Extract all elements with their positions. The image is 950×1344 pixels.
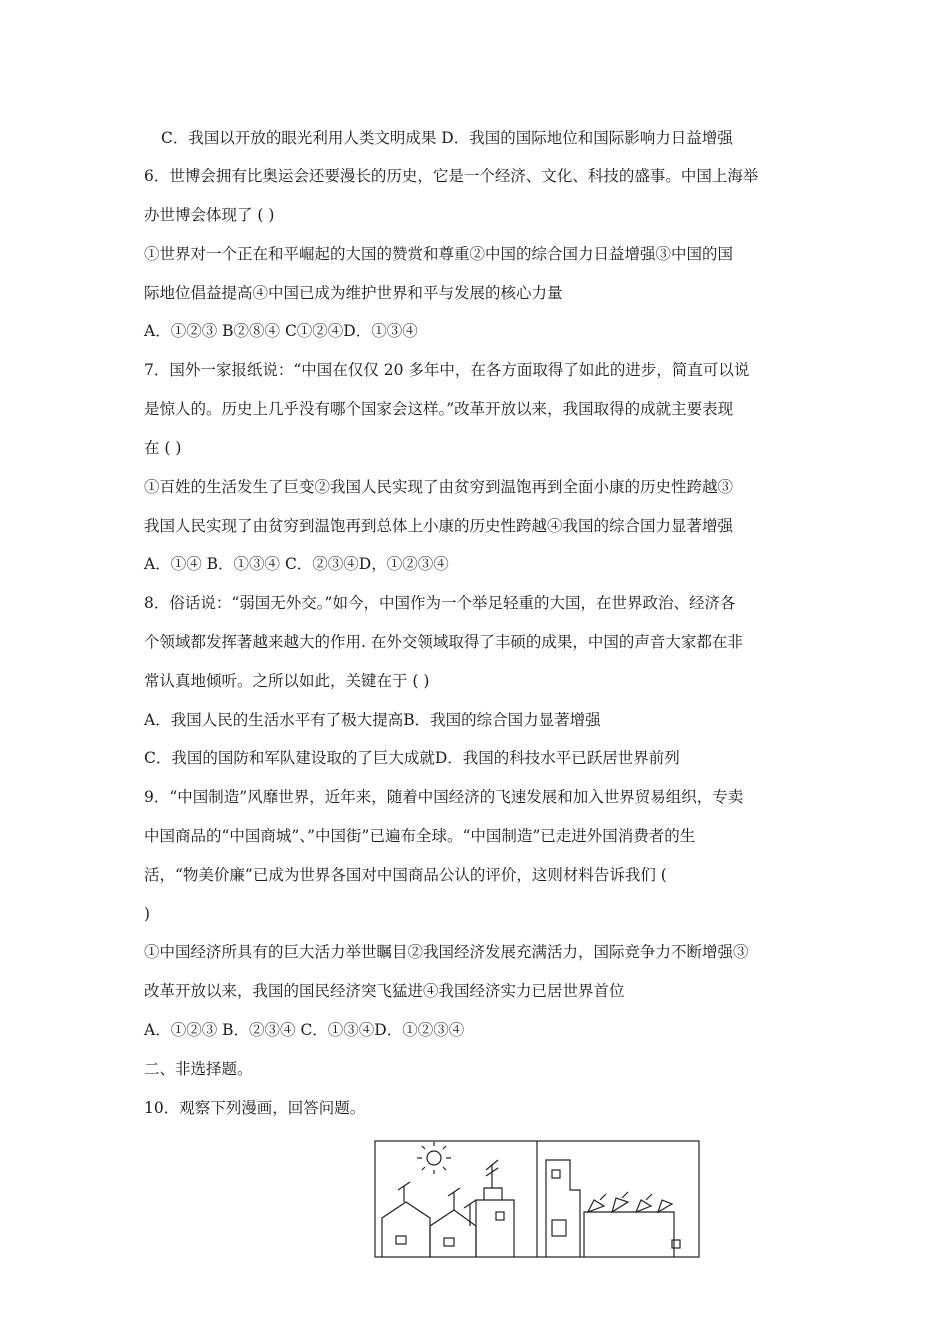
question-9-stem-1: 9．“中国制造”风靡世界，近年来，随着中国经济的飞速发展和加入世界贸易组织，专卖 [144,788,744,806]
question-10-stem: 10．观察下列漫画，回答问题。 [144,1099,366,1117]
question-6-statements-2: 际地位倡益提高④中国已成为维护世界和平与发展的核心力量 [144,284,563,302]
question-7-options: A．①④ B．①③④ C．②③④D，①②③④ [144,555,449,573]
question-8-stem-3: 常认真地倾听。之所以如此，关键在于 ( ) [144,672,430,690]
tall-building [546,1160,580,1257]
question-7-stem-1: 7．国外一家报纸说：“中国在仅仅 20 多年中，在各方面取得了如此的进步，简直可以说 [144,361,750,379]
question-9-options: A．①②③ B．②③④ C．①③④D．①②③④ [144,1021,465,1039]
question-8-option-c-d: C．我国的国防和军队建设取的了巨大成就D．我国的科技水平已跃居世界前列 [144,749,680,767]
question-8-stem-1: 8．俗话说：“弱国无外交。”如今，中国作为一个举足轻重的大国，在世界政治、经济各 [144,594,736,612]
house-right [476,1200,514,1257]
question-8-stem-2: 个领域都发挥著越来越大的作用. 在外交领域取得了丰硕的成果，中国的声音大家都在非 [144,633,743,651]
question-9-statements-1: ①中国经济所具有的巨大活力举世瞩目②我国经济发展充满活力，国际竞争力不断增强③ [144,943,749,961]
question-9-stem-4: ) [144,905,151,923]
question-6-stem-2: 办世博会体现了 ( ) [144,206,275,224]
question-6-stem-1: 6．世博会拥有比奥运会还要漫长的历史，它是一个经济、文化、科技的盛事。中国上海举 [144,167,759,185]
section-heading-non-choice: 二、非选择题。 [144,1060,253,1078]
sun-icon [427,1151,441,1165]
house-left [382,1202,430,1257]
question-9-stem-3: 活，“物美价廉”已成为世界各国对中国商品公认的评价，这则材料告诉我们 ( [144,866,667,884]
house-middle [430,1210,476,1257]
option-line-c-d-q5: C．我国以开放的眼光利用人类文明成果 D．我国的国际地位和国际影响力日益增强 [161,129,733,147]
question-7-statements-2: 我国人民实现了由贫穷到温饱再到总体上小康的历史性跨越④我国的综合国力显著增强 [144,517,734,535]
question-6-statements-1: ①世界对一个正在和平崛起的大国的赞赏和尊重②中国的综合国力日益增强③中国的国 [144,245,734,263]
question-7-statements-1: ①百姓的生活发生了巨变②我国人民实现了由贫穷到温饱再到全面小康的历史性跨越③ [144,478,734,496]
question-8-option-a-b: A．我国人民的生活水平有了极大提高B．我国的综合国力显著增强 [144,711,601,729]
rooftop-building [584,1212,674,1257]
antenna-icon [398,1160,498,1226]
question-9-statements-2: 改革开放以来，我国的国民经济突飞猛进④我国经济实力已居世界首位 [144,982,625,1000]
question-7-stem-3: 在 ( ) [144,439,182,457]
comic-illustration [374,1140,700,1258]
question-6-options: A．①②③ B②⑧④ C①②④D．①③④ [144,322,418,340]
question-7-stem-2: 是惊人的。历史上几乎没有哪个国家会这样。”改革开放以来，我国取得的成就主要表现 [144,400,734,418]
question-9-stem-2: 中国商品的“中国商城”、”中国街”已遍布全球。“中国制造”已走进外国消费者的生 [144,827,696,845]
